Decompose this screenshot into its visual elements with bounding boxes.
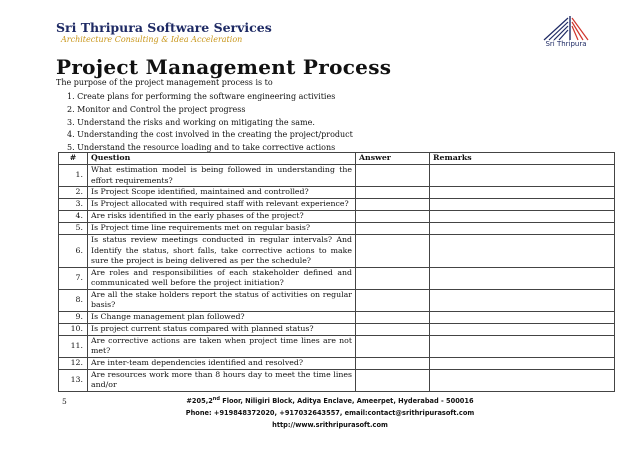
row-number: 13. (59, 369, 88, 391)
row-number: 9. (59, 311, 88, 323)
purpose-item: 2. Monitor and Control the project progress (67, 104, 246, 114)
answer-cell[interactable] (356, 267, 430, 289)
col-header-number: # (59, 153, 88, 165)
row-number: 6. (59, 235, 88, 268)
row-number: 2. (59, 187, 88, 199)
row-number: 5. (59, 223, 88, 235)
footer-address (180, 393, 480, 407)
row-question: Is status review meetings conducted in regular intervals? And Identify the status, short falls, take corrective actions to make sure the project is being delivered as per the schedule? (88, 235, 356, 268)
row-question: Are resources work more than 8 hours day to meet the time lines and/or (88, 369, 356, 391)
row-number: 8. (59, 289, 88, 311)
remarks-cell[interactable] (430, 289, 615, 311)
company-name: Sri Thripura Software Services (56, 20, 272, 35)
row-number: 12. (59, 357, 88, 369)
remarks-cell[interactable] (430, 335, 615, 357)
row-question: Is Project time line requirements met on regular basis? (88, 223, 356, 235)
page-title: Project Management Process (56, 55, 392, 79)
remarks-cell[interactable] (430, 235, 615, 268)
purpose-item: 5. Understand the resource loading and to take corrective actions (67, 143, 336, 153)
row-number: 1. (59, 165, 88, 187)
remarks-cell[interactable] (430, 267, 615, 289)
row-question: Is Change management plan followed? (88, 311, 356, 323)
row-question: Are corrective actions are taken when project time lines are not met? (88, 335, 356, 357)
table-header-row (59, 153, 615, 165)
footer-address-pre: #205,2 (186, 397, 213, 406)
company-tagline: Architecture Consulting & Idea Acceleration (61, 35, 243, 44)
remarks-cell[interactable] (430, 199, 615, 211)
answer-cell[interactable] (356, 289, 430, 311)
remarks-cell[interactable] (430, 369, 615, 391)
answer-cell[interactable] (356, 357, 430, 369)
row-question: Is Project Scope identified, maintained and controlled? (88, 187, 356, 199)
table-row (59, 165, 615, 187)
row-number: 7. (59, 267, 88, 289)
purpose-item: 1. Create plans for performing the software engineering activities (67, 92, 336, 101)
row-question: Is project current status compared with planned status? (88, 323, 356, 335)
table-row (59, 311, 615, 323)
col-header-remarks: Remarks (430, 153, 615, 165)
row-number: 3. (59, 199, 88, 211)
intro-text: The purpose of the project management process is to (56, 78, 273, 87)
table-row (59, 211, 615, 223)
answer-cell[interactable] (356, 211, 430, 223)
question-table (58, 152, 615, 392)
answer-cell[interactable] (356, 223, 430, 235)
table-row (59, 369, 615, 391)
footer-contact (180, 393, 480, 431)
table-row (59, 187, 615, 199)
col-header-answer: Answer (356, 153, 430, 165)
remarks-cell[interactable] (430, 187, 615, 199)
table-row (59, 335, 615, 357)
footer-url[interactable]: http://www.srithripurasoft.com (272, 421, 388, 430)
footer-phone-email: Phone: +919848372020, +917032643557, email:contact@srithripurasoft.com (185, 409, 475, 418)
page-number: 5 (62, 397, 67, 406)
row-question: What estimation model is being followed in understanding the effort requirements? (88, 165, 356, 187)
table-row (59, 223, 615, 235)
logo-caption: Sri Thripura (545, 40, 587, 48)
row-question: Is Project allocated with required staff with relevant experience? (88, 199, 356, 211)
table-row (59, 267, 615, 289)
remarks-cell[interactable] (430, 211, 615, 223)
footer-address-post: Floor, Niligiri Block, Aditya Enclave, Ameerpet, Hyderabad - 500016 (219, 397, 474, 406)
answer-cell[interactable] (356, 323, 430, 335)
row-question: Are all the stake holders report the status of activities on regular basis? (88, 289, 356, 311)
purpose-list (67, 91, 353, 155)
answer-cell[interactable] (356, 235, 430, 268)
answer-cell[interactable] (356, 199, 430, 211)
table-row (59, 289, 615, 311)
row-question: Are roles and responsibilities of each stakeholder defined and communicated well before the project initiation? (88, 267, 356, 289)
table-row (59, 323, 615, 335)
col-header-question: Question (88, 153, 356, 165)
remarks-cell[interactable] (430, 357, 615, 369)
answer-cell[interactable] (356, 369, 430, 391)
table-row (59, 357, 615, 369)
row-question: Are inter-team dependencies identified and resolved? (88, 357, 356, 369)
footer-address-sup: nd (212, 396, 220, 402)
answer-cell[interactable] (356, 165, 430, 187)
answer-cell[interactable] (356, 187, 430, 199)
remarks-cell[interactable] (430, 323, 615, 335)
table-row (59, 235, 615, 268)
purpose-item: 3. Understand the risks and working on mitigating the same. (67, 117, 315, 127)
row-number: 4. (59, 211, 88, 223)
row-question: Are risks identified in the early phases of the project? (88, 211, 356, 223)
answer-cell[interactable] (356, 311, 430, 323)
remarks-cell[interactable] (430, 165, 615, 187)
table-row (59, 199, 615, 211)
answer-cell[interactable] (356, 335, 430, 357)
remarks-cell[interactable] (430, 223, 615, 235)
row-number: 10. (59, 323, 88, 335)
purpose-item: 4. Understanding the cost involved in the creating the project/product (67, 130, 353, 140)
remarks-cell[interactable] (430, 311, 615, 323)
row-number: 11. (59, 335, 88, 357)
